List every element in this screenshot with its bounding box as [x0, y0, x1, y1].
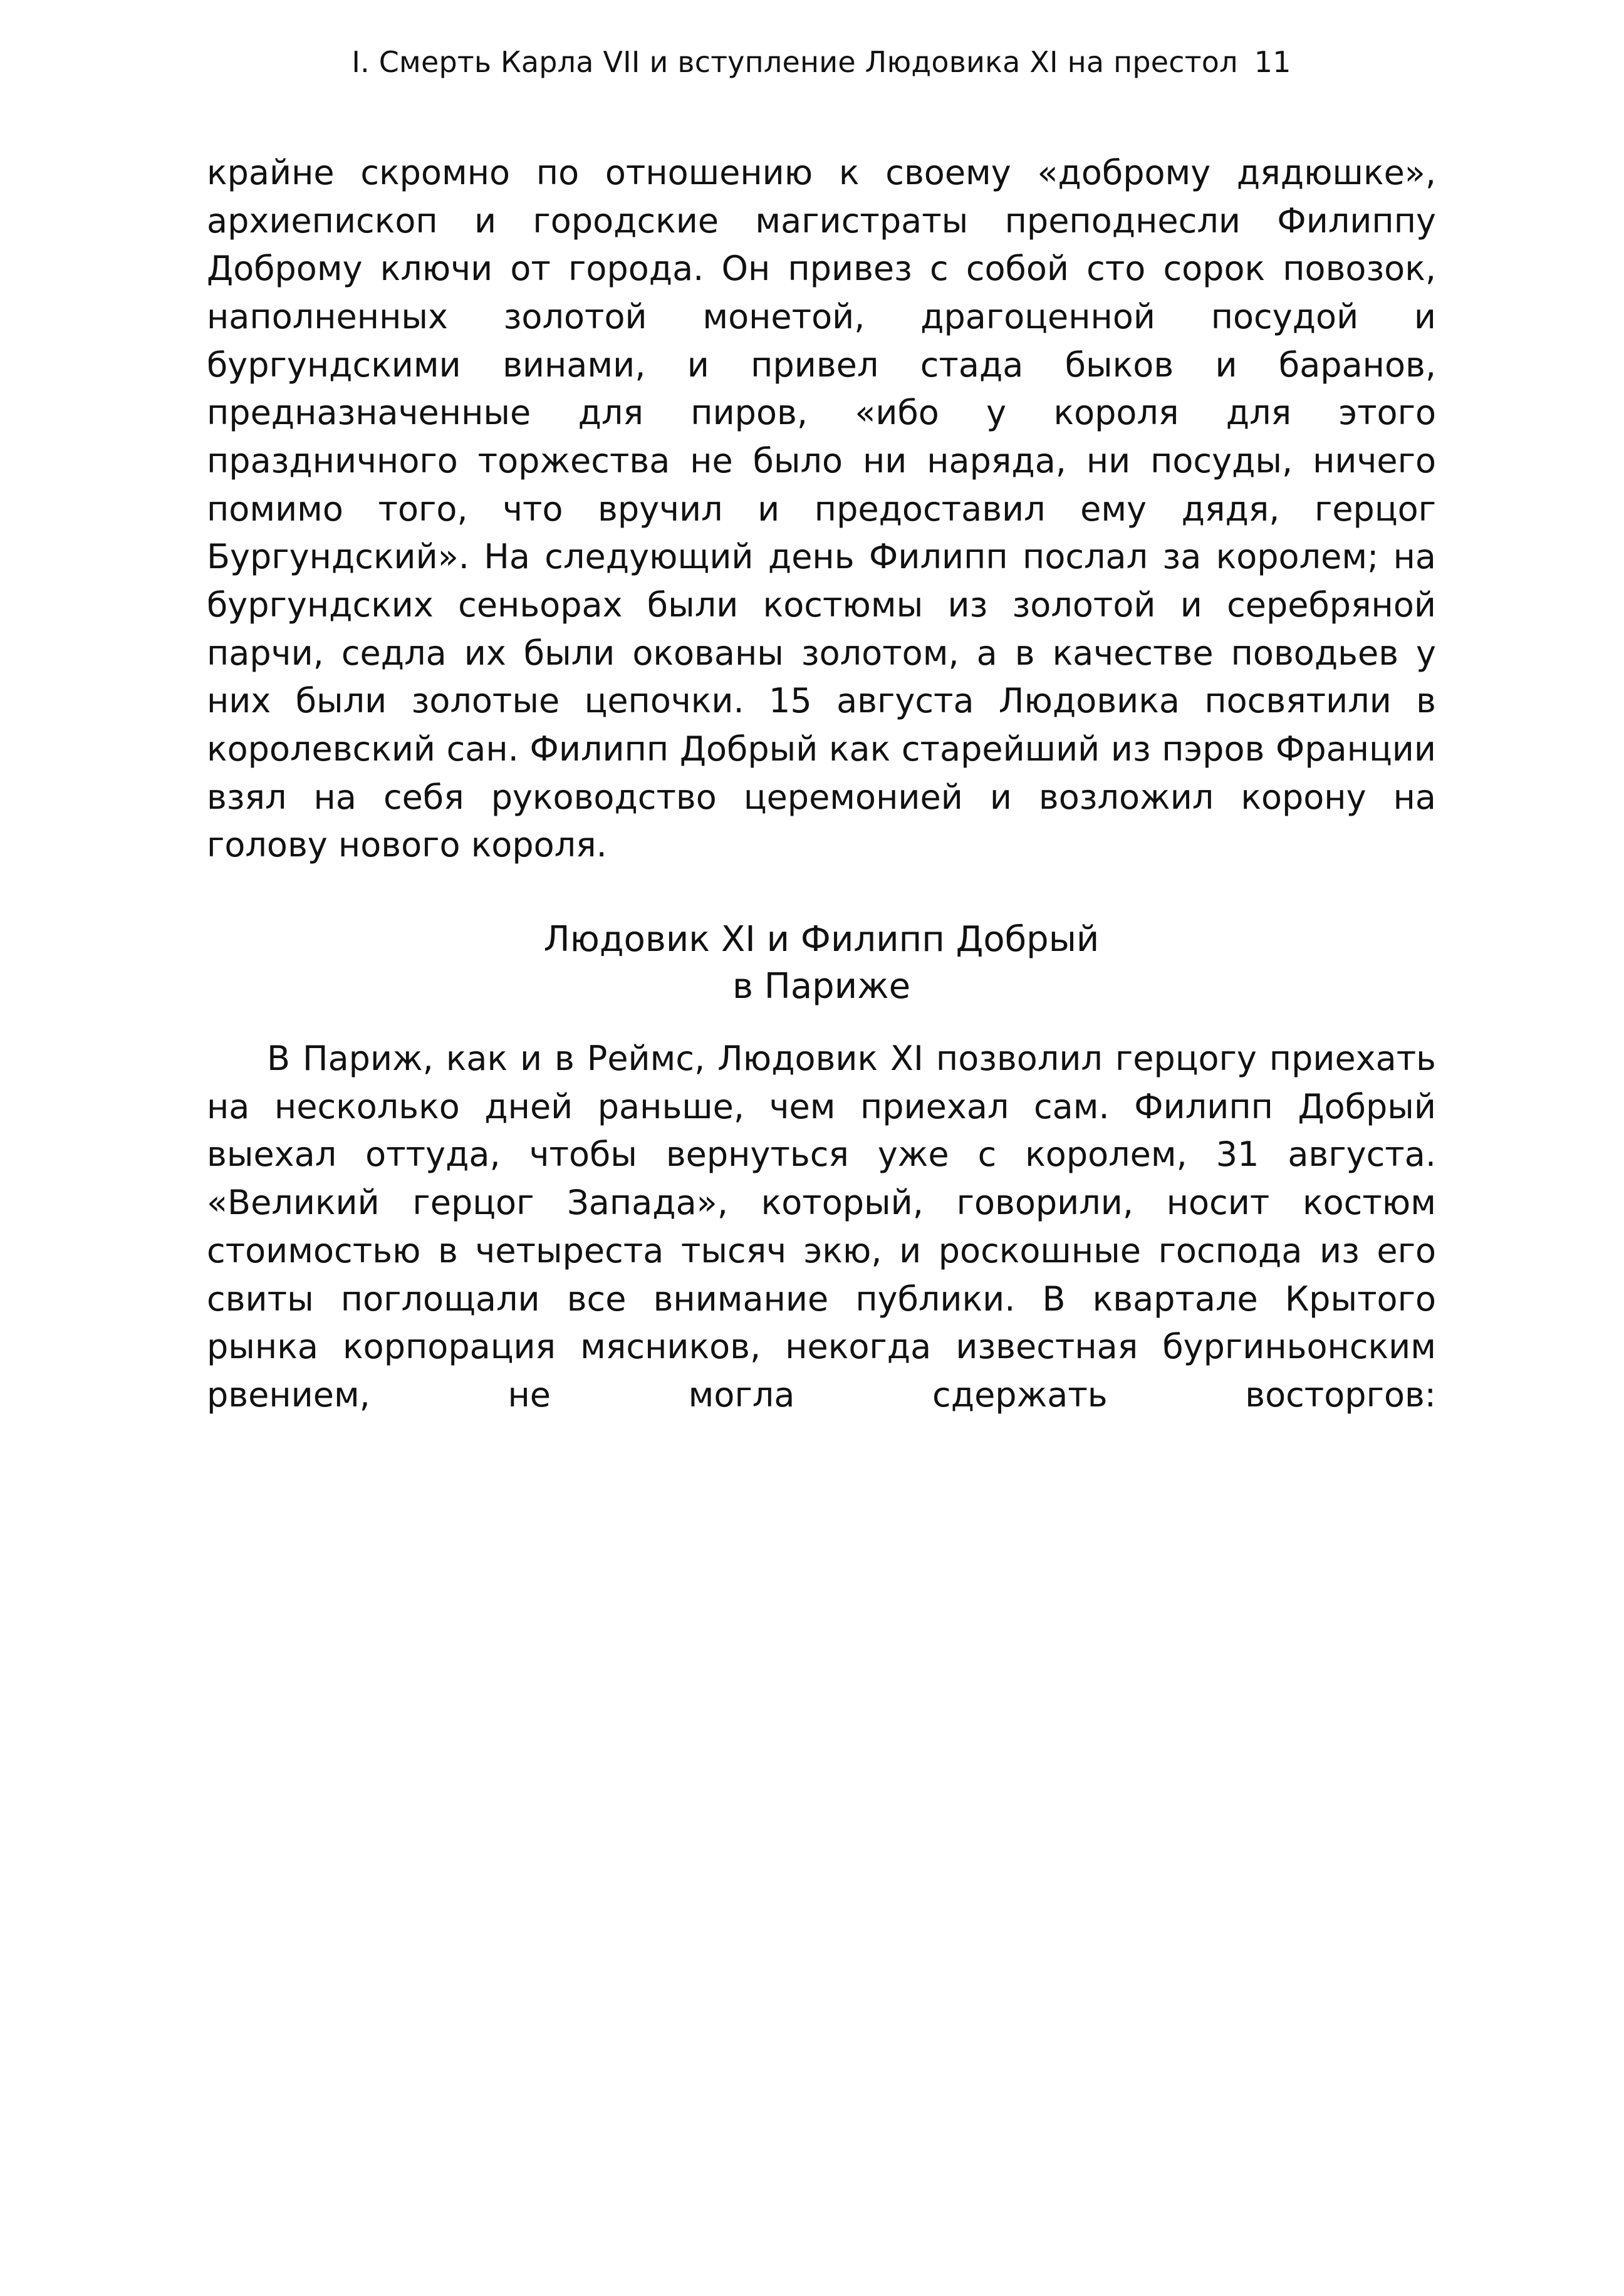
running-head [207, 45, 1436, 79]
running-head-chapter-title: I. Смерть Карла VII и вступление Людовика XI на престол [351, 45, 1238, 79]
section-heading-line-1: Людовик XI и Филипп Добрый [543, 919, 1100, 960]
section-heading [207, 916, 1436, 1010]
paragraph: крайне скромно по отношению к своему «доброму дядюшке», архиепископ и городские магистраты преподнесли Филиппу Доброму ключи от города. Он привез с собой сто сорок повозок, наполненных золотой монетой, драгоценной посудой и бургундскими винами, и привел стада быков и баранов, предназначенные для пиров, «ибо у короля для этого праздничного торжества не было ни наряда, ни посуды, ничего помимо того, что вручил и предоставил ему дядя, герцог Бургундский». На следующий день Филипп послал за королем; на бургундских сеньорах были костюмы из золотой и серебряной парчи, седла их были окованы золотом, а в качестве поводьев у них были золотые цепочки. 15 августа Людовика посвятили в королевский сан. Филипп Добрый как старейший из пэров Франции взял на себя руководство церемонией и возложил корону на голову нового короля. [207, 153, 1436, 865]
body-text [207, 149, 1436, 870]
paragraph: В Париж, как и в Реймс, Людовик XI позволил герцогу приехать на несколько дней раньше, чем приехал сам. Филипп Добрый выехал оттуда, чтобы вернуться уже с королем, 31 августа. «Великий герцог Запада», который, говорили, носит костюм стоимостью в четыреста тысяч экю, и роскошные господа из его свиты поглощали все внимание публики. В квартале Крытого рынка корпорация мясников, некогда известная бургиньонским рвением, не могла сдержать восторгов: [207, 1039, 1436, 1415]
page-number: 11 [1254, 45, 1291, 79]
body-text-after-heading [207, 1035, 1436, 1419]
section-heading-line-2: в Париже [732, 966, 911, 1007]
